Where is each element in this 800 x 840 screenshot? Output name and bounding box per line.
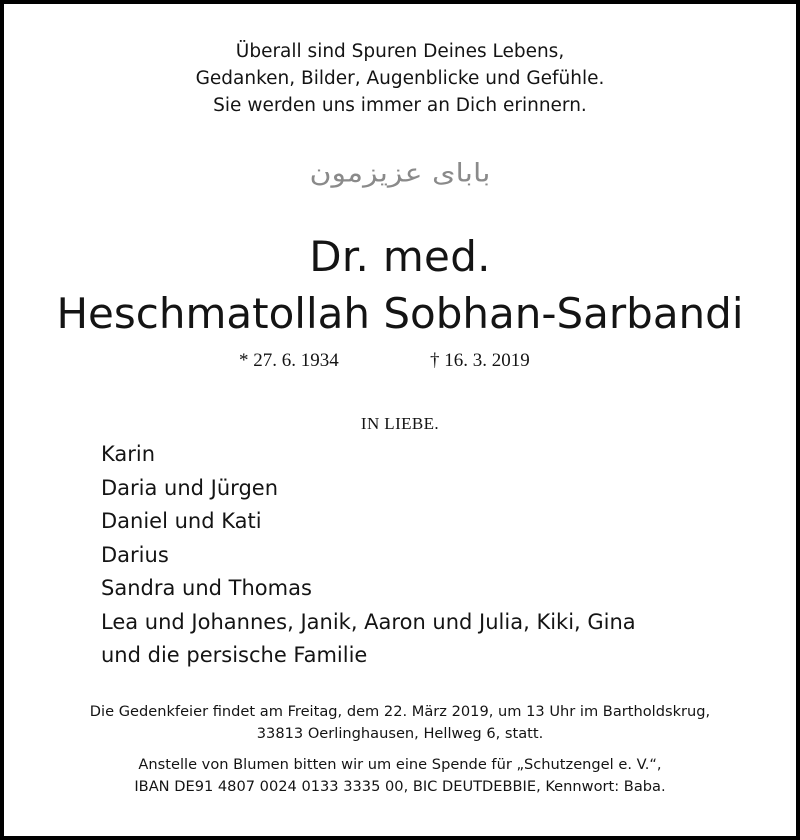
mourner-entry: Lea und Johannes, Janik, Aaron und Julia, Kiki, Gina [101,609,636,634]
death-date: † 16. 3. 2019 [430,350,530,371]
mourner-entry: Daniel und Kati [101,509,262,533]
memorial-service-address: 33813 Oerlinghausen, Hellweg 6, statt. [256,725,544,742]
mourner-entry: Darius [101,542,169,567]
verse-line: Sie werden uns immer an Dich erinnern. [213,95,587,116]
birth-date: * 27. 6. 1934 [239,350,339,371]
verse-line: Gedanken, Bilder, Augenblicke und Gefühle. [195,68,605,89]
memorial-notice [0,701,800,798]
memorial-verse [0,38,800,119]
donation-request-line: Anstelle von Blumen bitten wir um eine Spende für „Schutzengel e. V.“, [138,756,662,773]
mourner-entry: Daria und Jürgen [101,475,279,500]
memorial-service-line: Die Gedenkfeier findet am Freitag, dem 22. März 2019, um 13 Uhr im Bartholdskrug, [89,703,711,720]
mourner-entry: und die persische Familie [101,643,368,667]
verse-line: Überall sind Spuren Deines Lebens, [235,41,565,62]
donation-bank-details: IBAN DE91 4807 0024 0133 3335 00, BIC DEUTDEBBIE, Kennwort: Baba. [134,778,666,795]
deceased-name: Heschmatollah Sobhan-Sarbandi [56,289,744,338]
persian-calligraphy: بابای عزیزمون [309,158,491,189]
mourner-entry: Sandra und Thomas [101,576,312,600]
mourners-list [101,438,636,673]
deceased-title: Dr. med. [309,232,491,281]
in-love-heading: IN LIEBE. [360,414,440,433]
mourner-entry: Karin [101,442,156,466]
